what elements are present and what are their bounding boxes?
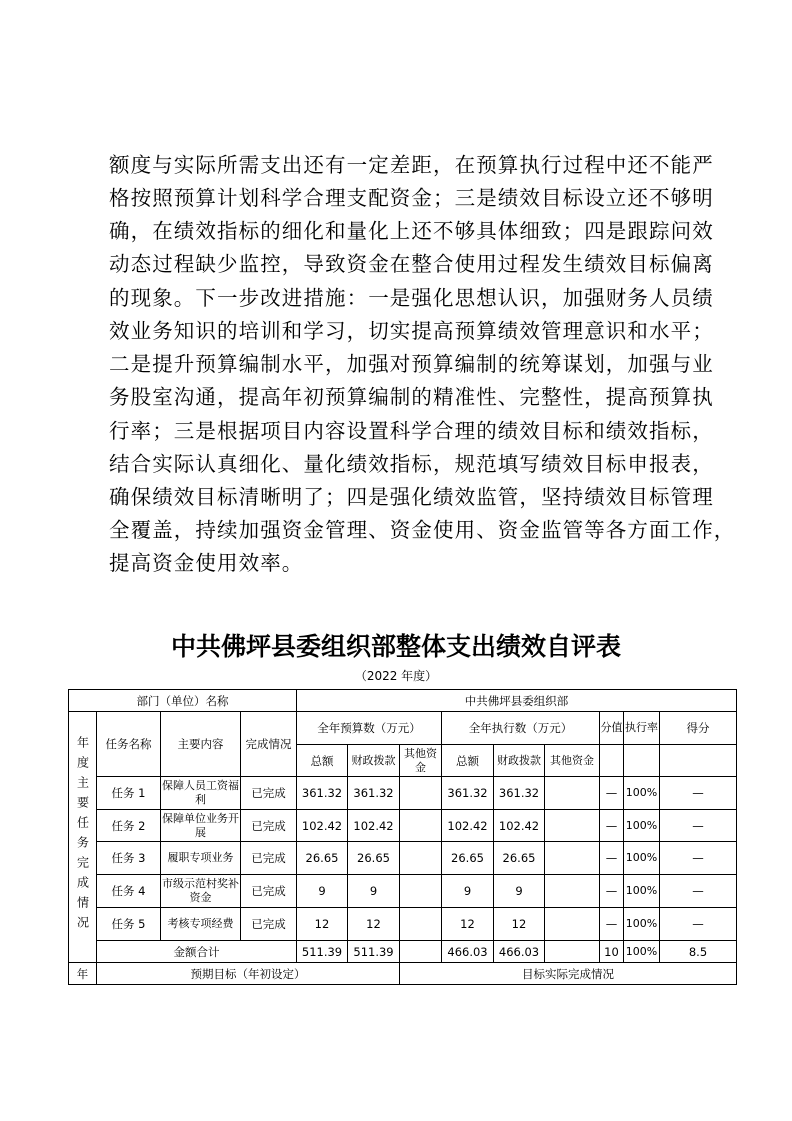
cell-content: 履职专项业务 xyxy=(161,842,241,875)
paragraph-line: 结合实际认真细化、量化绩效指标，规范填写绩效目标申报表， xyxy=(109,452,714,476)
paragraph-line: 动态过程缺少监控，导致资金在整合使用过程发生绩效目标偏离 xyxy=(109,252,714,276)
cell-budget-fiscal: 12 xyxy=(348,908,400,941)
cell-value: — xyxy=(600,908,624,941)
cell-exec-other xyxy=(545,908,600,941)
header-blank xyxy=(600,745,624,777)
cell-rate: 100% xyxy=(624,842,660,875)
table-row xyxy=(69,810,737,842)
cell-exec-fiscal: 9 xyxy=(494,875,545,908)
cell-budget-other xyxy=(400,777,442,810)
dept-row xyxy=(69,690,737,712)
cell-budget-fiscal: 102.42 xyxy=(348,810,400,842)
table-row xyxy=(69,875,737,908)
header-status: 完成情况 xyxy=(241,712,297,777)
table-row xyxy=(69,777,737,810)
cell-status: 已完成 xyxy=(241,842,297,875)
total-exec-fiscal: 466.03 xyxy=(494,941,545,963)
total-budget-other xyxy=(400,941,442,963)
header-blank xyxy=(660,745,737,777)
goal-actual-header: 目标实际完成情况 xyxy=(400,963,737,985)
cell-exec-total: 26.65 xyxy=(442,842,494,875)
header-task-name: 任务名称 xyxy=(97,712,161,777)
paragraph-line: 的现象。下一步改进措施：一是强化思想认识，加强财务人员绩 xyxy=(109,286,714,310)
cell-budget-fiscal: 9 xyxy=(348,875,400,908)
cell-task: 任务 2 xyxy=(97,810,161,842)
cell-budget-total: 361.32 xyxy=(297,777,348,810)
total-label: 金额合计 xyxy=(97,941,297,963)
cell-score: — xyxy=(660,875,737,908)
header-budget-total: 总额 xyxy=(297,745,348,777)
performance-table xyxy=(68,689,737,985)
cell-exec-fiscal: 361.32 xyxy=(494,777,545,810)
cell-budget-total: 9 xyxy=(297,875,348,908)
cell-budget-fiscal: 361.32 xyxy=(348,777,400,810)
total-exec-other xyxy=(545,941,600,963)
cell-value: — xyxy=(600,777,624,810)
cell-exec-total: 102.42 xyxy=(442,810,494,842)
paragraph-line: 额度与实际所需支出还有一定差距，在预算执行过程中还不能严 xyxy=(109,153,714,177)
total-value: 10 xyxy=(600,941,624,963)
cell-task: 任务 3 xyxy=(97,842,161,875)
cell-exec-fiscal: 12 xyxy=(494,908,545,941)
paragraph-line: 二是提升预算编制水平，加强对预算编制的统筹谋划，加强与业 xyxy=(109,352,714,376)
cell-status: 已完成 xyxy=(241,810,297,842)
cell-budget-other xyxy=(400,908,442,941)
cell-exec-fiscal: 102.42 xyxy=(494,810,545,842)
total-exec-total: 466.03 xyxy=(442,941,494,963)
side-label-text: 年度主要任务完成情况 xyxy=(75,735,90,936)
header-main-content: 主要内容 xyxy=(161,712,241,777)
total-row xyxy=(69,941,737,963)
cell-exec-other xyxy=(545,842,600,875)
header-exec-group: 全年执行数（万元） xyxy=(442,712,600,745)
cell-budget-total: 12 xyxy=(297,908,348,941)
table-row xyxy=(69,908,737,941)
header-budget-fiscal: 财政拨款 xyxy=(348,745,400,777)
paragraph-line: 确，在绩效指标的细化和量化上还不够具体细致；四是跟踪问效 xyxy=(109,219,714,243)
paragraph-line: 效业务知识的培训和学习，切实提高预算绩效管理意识和水平； xyxy=(109,319,714,343)
cell-budget-total: 26.65 xyxy=(297,842,348,875)
header-exec-total: 总额 xyxy=(442,745,494,777)
cell-score: — xyxy=(660,810,737,842)
table-title: 中共佛坪县委组织部整体支出绩效自评表 xyxy=(170,632,621,661)
cell-content: 考核专项经费 xyxy=(161,908,241,941)
cell-budget-total: 102.42 xyxy=(297,810,348,842)
cell-rate: 100% xyxy=(624,908,660,941)
paragraph-line: 务股室沟通，提高年初预算编制的精准性、完整性，提高预算执 xyxy=(109,385,714,409)
cell-task: 任务 4 xyxy=(97,875,161,908)
cell-task: 任务 1 xyxy=(97,777,161,810)
cell-budget-fiscal: 26.65 xyxy=(348,842,400,875)
cell-budget-other xyxy=(400,842,442,875)
cell-rate: 100% xyxy=(624,777,660,810)
header-exec-rate: 执行率 xyxy=(624,712,660,745)
cell-exec-other xyxy=(545,875,600,908)
cell-exec-other xyxy=(545,777,600,810)
table-row xyxy=(69,842,737,875)
total-rate: 100% xyxy=(624,941,660,963)
header-score: 得分 xyxy=(660,712,737,745)
side-label xyxy=(69,712,97,963)
paragraph-line: 行率；三是根据项目内容设置科学合理的绩效目标和绩效指标， xyxy=(109,419,714,443)
paragraph-line: 格按照预算计划科学合理支配资金；三是绩效目标设立还不够明 xyxy=(109,186,714,210)
paragraph-line: 确保绩效目标清晰明了；四是强化绩效监管，坚持绩效目标管理 xyxy=(109,485,714,509)
cell-exec-total: 12 xyxy=(442,908,494,941)
cell-rate: 100% xyxy=(624,875,660,908)
cell-exec-other xyxy=(545,810,600,842)
cell-exec-total: 9 xyxy=(442,875,494,908)
cell-content: 保障人员工资福利 xyxy=(161,777,241,810)
cell-score: — xyxy=(660,908,737,941)
header-budget-other: 其他资金 xyxy=(400,745,442,777)
total-budget-fiscal: 511.39 xyxy=(348,941,400,963)
total-budget-total: 511.39 xyxy=(297,941,348,963)
header-score-value: 分值 xyxy=(600,712,624,745)
cell-status: 已完成 xyxy=(241,875,297,908)
header-exec-fiscal: 财政拨款 xyxy=(494,745,545,777)
cell-budget-other xyxy=(400,875,442,908)
header-budget-group: 全年预算数（万元） xyxy=(297,712,442,745)
cell-value: — xyxy=(600,842,624,875)
dept-value: 中共佛坪县委组织部 xyxy=(297,690,737,712)
header-row-1 xyxy=(69,712,737,745)
header-blank xyxy=(624,745,660,777)
cell-score: — xyxy=(660,842,737,875)
cell-rate: 100% xyxy=(624,810,660,842)
paragraph-line: 提高资金使用效率。 xyxy=(109,551,304,575)
cell-budget-other xyxy=(400,810,442,842)
cell-task: 任务 5 xyxy=(97,908,161,941)
cell-value: — xyxy=(600,810,624,842)
cell-content: 市级示范村奖补资金 xyxy=(161,875,241,908)
paragraph-line: 全覆盖，持续加强资金管理、资金使用、资金监管等各方面工作， xyxy=(109,518,736,542)
goal-expected-header: 预期目标（年初设定） xyxy=(97,963,400,985)
table-year: （2022 年度） xyxy=(354,669,438,683)
goal-side-label: 年 xyxy=(69,963,97,985)
header-exec-other: 其他资金 xyxy=(545,745,600,777)
goal-header-row xyxy=(69,963,737,985)
cell-value: — xyxy=(600,875,624,908)
total-score: 8.5 xyxy=(660,941,737,963)
cell-content: 保障单位业务开展 xyxy=(161,810,241,842)
cell-score: — xyxy=(660,777,737,810)
cell-exec-total: 361.32 xyxy=(442,777,494,810)
cell-status: 已完成 xyxy=(241,908,297,941)
cell-exec-fiscal: 26.65 xyxy=(494,842,545,875)
cell-status: 已完成 xyxy=(241,777,297,810)
dept-label: 部门（单位）名称 xyxy=(69,690,297,712)
